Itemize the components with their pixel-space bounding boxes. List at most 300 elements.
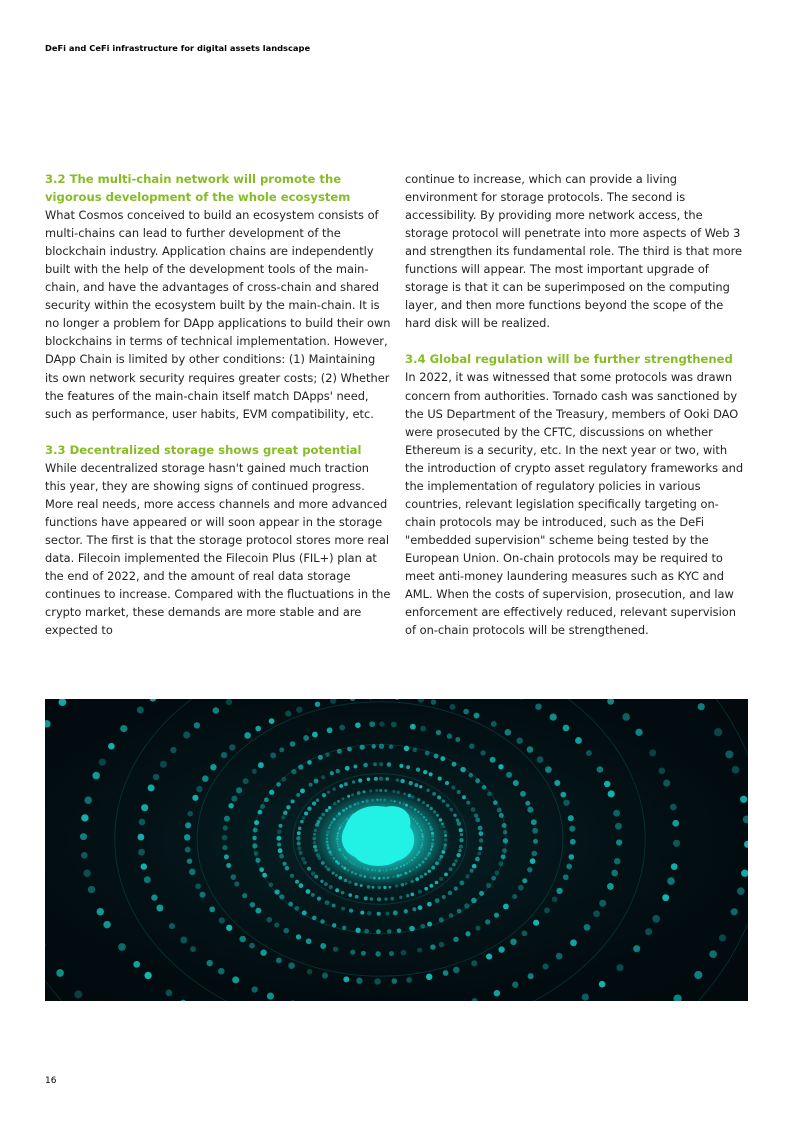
tunnel-dot xyxy=(192,795,198,801)
tunnel-dot xyxy=(81,814,88,821)
tunnel-dot xyxy=(184,834,191,841)
tunnel-dot xyxy=(288,962,295,969)
tunnel-dot xyxy=(471,807,476,812)
tunnel-illustration xyxy=(45,699,748,1001)
tunnel-dot xyxy=(195,883,201,889)
tunnel-dot xyxy=(470,869,474,873)
tunnel-dot xyxy=(445,781,449,785)
tunnel-dot xyxy=(363,763,368,768)
tunnel-dot xyxy=(438,777,442,781)
tunnel-dot xyxy=(324,882,328,886)
tunnel-dot xyxy=(569,826,575,832)
tunnel-dot xyxy=(396,778,399,781)
tunnel-dot xyxy=(622,713,630,721)
tunnel-dot xyxy=(249,943,255,949)
tunnel-dot xyxy=(303,861,307,865)
tunnel-dot xyxy=(431,699,437,705)
tunnel-dot xyxy=(410,893,414,897)
digital-tunnel-image xyxy=(45,699,748,1001)
tunnel-dot xyxy=(444,873,448,877)
tunnel-dot xyxy=(355,895,359,899)
left-column xyxy=(45,170,391,639)
tunnel-dot xyxy=(281,815,285,819)
tunnel-dot xyxy=(731,908,738,915)
tunnel-dot xyxy=(498,946,504,952)
tunnel-dot xyxy=(353,765,357,769)
tunnel-dot xyxy=(307,806,311,810)
tunnel-dot xyxy=(737,887,745,895)
tunnel-dot xyxy=(232,976,239,983)
tunnel-dot xyxy=(533,839,538,844)
tunnel-dot xyxy=(604,781,610,787)
tunnel-dot xyxy=(317,896,321,900)
tunnel-dot xyxy=(199,892,205,898)
tunnel-dot xyxy=(108,743,115,750)
tunnel-dot xyxy=(379,777,383,781)
tunnel-dot xyxy=(670,804,677,811)
tunnel-dot xyxy=(563,874,569,880)
tunnel-dot xyxy=(502,823,507,828)
tunnel-dot xyxy=(141,804,148,811)
tunnel-dot xyxy=(414,783,418,787)
tunnel-dot xyxy=(525,801,530,806)
tunnel-dot xyxy=(544,907,550,913)
tunnel-dot xyxy=(418,905,423,910)
tunnel-dot xyxy=(360,911,364,915)
tunnel-dot xyxy=(133,961,140,968)
tunnel-dot xyxy=(582,994,589,1001)
tunnel-dot xyxy=(300,788,305,793)
tunnel-dot xyxy=(196,786,203,793)
tunnel-dot xyxy=(389,951,394,956)
tunnel-dot xyxy=(185,847,191,853)
tunnel-dot xyxy=(355,722,361,728)
tunnel-dot xyxy=(229,744,235,750)
tunnel-dot xyxy=(226,863,231,868)
tunnel-dot xyxy=(209,906,215,912)
tunnel-dot xyxy=(513,780,519,786)
tunnel-dot xyxy=(276,836,281,841)
tunnel-dot xyxy=(455,737,460,742)
tunnel-dot xyxy=(226,925,232,931)
tunnel-dot xyxy=(190,946,196,952)
tunnel-dot xyxy=(478,826,483,831)
tunnel-dot xyxy=(391,722,397,728)
tunnel-dot xyxy=(450,704,456,710)
tunnel-dot xyxy=(432,792,436,796)
tunnel-dot xyxy=(435,898,440,903)
tunnel-dot xyxy=(118,943,126,951)
tunnel-dot xyxy=(556,888,562,894)
tunnel-dot xyxy=(390,897,394,901)
tunnel-dot xyxy=(426,974,432,980)
tunnel-dot xyxy=(348,893,352,897)
tunnel-dot xyxy=(321,775,325,779)
tunnel-dot xyxy=(406,977,412,983)
tunnel-dot xyxy=(429,772,433,776)
tunnel-dot xyxy=(584,924,591,931)
tunnel-dot xyxy=(307,969,312,974)
tunnel-dot xyxy=(283,811,288,816)
tunnel-dot xyxy=(459,880,464,885)
tunnel-dot xyxy=(478,846,482,850)
tunnel-dot xyxy=(593,910,600,917)
tunnel-dot xyxy=(350,950,355,955)
tunnel-dot xyxy=(435,881,439,885)
tunnel-dot xyxy=(224,854,229,859)
tunnel-dot xyxy=(399,764,403,768)
tunnel-dot xyxy=(80,833,87,840)
tunnel-dot xyxy=(224,816,230,822)
tunnel-dot xyxy=(297,846,301,850)
tunnel-dot xyxy=(457,821,461,825)
tunnel-dot xyxy=(213,707,220,714)
tunnel-dot xyxy=(207,960,213,966)
tunnel-dot xyxy=(277,843,281,847)
tunnel-dot xyxy=(454,859,458,863)
tunnel-dot xyxy=(301,857,305,861)
tunnel-dot xyxy=(160,761,167,768)
tunnel-dot xyxy=(463,709,469,715)
tunnel-dot xyxy=(277,829,282,834)
tunnel-dot xyxy=(698,703,705,710)
tunnel-dot xyxy=(599,981,606,988)
tunnel-dot xyxy=(375,951,380,956)
tunnel-dot xyxy=(343,976,349,982)
tunnel-dot xyxy=(297,841,301,845)
tunnel-dot xyxy=(84,796,92,804)
tunnel-dot xyxy=(471,960,477,966)
tunnel-dot xyxy=(667,877,675,885)
tunnel-dot xyxy=(384,897,387,900)
tunnel-dot xyxy=(442,799,445,802)
tunnel-dot xyxy=(412,907,416,911)
tunnel-dot xyxy=(563,725,570,732)
tunnel-dot xyxy=(252,836,257,841)
tunnel-dot xyxy=(228,803,234,809)
tunnel-dot xyxy=(312,801,316,805)
tunnel-dot xyxy=(325,900,330,905)
tunnel-dot xyxy=(373,762,377,766)
tunnel-dot xyxy=(732,766,740,774)
tunnel-dot xyxy=(554,780,560,786)
tunnel-dot xyxy=(645,928,652,935)
tunnel-dot xyxy=(336,769,340,773)
tunnel-dot xyxy=(377,912,381,916)
tunnel-dot xyxy=(258,762,264,768)
section-3-3-body-part2: continue to increase, which can provide a living environment for storage protocols. The second is accessibility. By providing more network access, the storage protocol will penetrate into more aspects of Web 3 and strengthen its fundamental role. The third is that more functions will appear. The most important upgrade of storage is that it can be superimposed on the computing layer, and then more functions beyond the scope of the hard disk will be realized. xyxy=(405,172,743,331)
tunnel-dot xyxy=(709,950,717,958)
tunnel-dot xyxy=(316,799,319,802)
section-3-4-body: In 2022, it was witnessed that some protocols was drawn concern from authorities. Tornado cash was sanctioned by the US Department of the Treasury, members of Ooki DAO were prosecuted by the CFTC, discussions on whether Ethereum is a security, etc. In the next year or two, with the introduction of crypto asset regulatory frameworks and the implementation of regulatory policies in various countries, relevant legislation specifically targeting on-chain protocols may be introduced, such as the DeFi "embedded supervision" scheme being tested by the European Union. On-chain protocols may be required to meet anti-money laundering measures such as KYC and AML. When the costs of supervision, prosecution, and law enforcement are effectively reduced, relevant supervision of on-chain protocols will be strengthened. xyxy=(405,370,744,638)
tunnel-dot xyxy=(420,726,426,732)
tunnel-dot xyxy=(392,978,398,984)
tunnel-dot xyxy=(663,780,670,787)
tunnel-dot xyxy=(231,874,237,880)
tunnel-dot xyxy=(430,944,436,950)
tunnel-dot xyxy=(719,934,726,941)
tunnel-dot xyxy=(234,881,239,886)
tunnel-dot xyxy=(652,915,660,923)
tunnel-dot xyxy=(332,903,336,907)
tunnel-dot xyxy=(459,838,463,842)
tunnel-dot xyxy=(379,721,384,726)
tunnel-dot xyxy=(250,902,255,907)
tunnel-dot xyxy=(306,889,311,894)
tunnel-dot xyxy=(239,936,246,943)
tunnel-dot xyxy=(550,713,557,720)
tunnel-dot xyxy=(329,885,333,889)
section-3-3-body-part1: While decentralized storage hasn't gained much traction this year, they are showing signs of continued progress. More real needs, more access channels and more advanced functions have appeared or will soon appear in the storage sector. The first is that the storage protocol stores more real data. Filecoin implemented the Filecoin Plus (FIL+) plan at the end of 2022, and the amount of real data storage continues to increase. Compared with the fluctuations in the crypto market, these demands are more stable and are expected to xyxy=(45,460,391,638)
tunnel-dot xyxy=(570,839,576,845)
tunnel-dot xyxy=(459,828,463,832)
tunnel-dot xyxy=(320,880,323,883)
tunnel-dot xyxy=(552,896,558,902)
tunnel-dot xyxy=(306,938,312,944)
tunnel-dot xyxy=(231,796,237,802)
tunnel-dot xyxy=(144,972,151,979)
tunnel-dot xyxy=(480,750,485,755)
tunnel-dot xyxy=(345,766,350,771)
tunnel-dot xyxy=(447,733,452,738)
tunnel-dot xyxy=(672,820,679,827)
tunnel-dot xyxy=(367,911,372,916)
tunnel-dot xyxy=(120,725,127,732)
section-3-4-heading: 3.4 Global regulation will be further strengthened xyxy=(405,352,733,367)
tunnel-dot xyxy=(276,957,282,963)
tunnel-dot xyxy=(462,795,466,799)
tunnel-dot xyxy=(512,982,518,988)
tunnel-dot xyxy=(341,891,345,895)
tunnel-dot xyxy=(502,848,507,853)
tunnel-dot xyxy=(296,934,301,939)
tunnel-dot xyxy=(608,790,615,797)
tunnel-dot xyxy=(419,785,422,788)
tunnel-dot xyxy=(223,825,228,830)
tunnel-dot xyxy=(725,750,733,758)
tunnel-dot xyxy=(56,969,64,977)
right-column xyxy=(405,170,749,639)
tunnel-dot xyxy=(374,777,378,781)
tunnel-dot xyxy=(374,978,381,985)
tunnel-dot xyxy=(406,765,410,769)
tunnel-dot xyxy=(255,726,261,732)
tunnel-dot xyxy=(358,778,362,782)
tunnel-dot xyxy=(522,931,528,937)
tunnel-dot xyxy=(344,782,348,786)
tunnel-dot xyxy=(522,878,527,883)
tunnel-dot xyxy=(543,963,549,969)
tunnel-dot xyxy=(393,910,398,915)
tunnel-dot xyxy=(416,768,420,772)
tunnel-dot xyxy=(304,811,308,815)
tunnel-dot xyxy=(457,790,461,794)
tunnel-dot xyxy=(504,729,511,736)
tunnel-dot xyxy=(465,874,469,878)
tunnel-dot xyxy=(156,905,163,912)
tunnel-dot xyxy=(510,939,517,946)
tunnel-dot xyxy=(474,713,480,719)
tunnel-dot xyxy=(512,894,517,899)
tunnel-dot xyxy=(443,970,449,976)
tunnel-dot xyxy=(491,721,497,727)
tunnel-dot xyxy=(453,937,458,942)
tunnel-dot xyxy=(537,756,544,763)
tunnel-dot xyxy=(560,792,566,798)
tunnel-dot xyxy=(144,876,151,883)
tunnel-dot xyxy=(315,701,321,707)
tunnel-dot xyxy=(282,862,286,866)
tunnel-dot xyxy=(516,737,522,743)
tunnel-dot xyxy=(459,845,463,849)
tunnel-dot xyxy=(400,779,404,783)
tunnel-dot xyxy=(92,772,100,780)
tunnel-dot xyxy=(320,943,326,949)
tunnel-dot xyxy=(97,908,104,915)
tunnel-dot xyxy=(148,784,155,791)
tunnel-dot xyxy=(339,784,343,788)
tunnel-dot xyxy=(532,828,538,834)
tunnel-dot xyxy=(479,838,483,842)
tunnel-dot xyxy=(429,884,433,888)
tunnel-dot xyxy=(503,830,507,834)
tunnel-dot xyxy=(303,735,309,741)
tunnel-dot xyxy=(222,835,228,841)
tunnel-dot xyxy=(88,886,95,893)
tunnel-dot xyxy=(274,922,279,927)
tunnel-dot xyxy=(260,949,266,955)
tunnel-dot xyxy=(169,923,175,929)
tunnel-dot xyxy=(454,886,458,890)
tunnel-dot xyxy=(446,803,450,807)
tunnel-dot xyxy=(370,897,373,900)
tunnel-dot xyxy=(185,822,191,828)
tunnel-dot xyxy=(453,814,456,817)
tunnel-dot xyxy=(485,919,490,924)
tunnel-dot xyxy=(614,858,620,864)
tunnel-dot xyxy=(180,937,187,944)
tunnel-dot xyxy=(418,890,422,894)
tunnel-dot xyxy=(406,894,409,897)
tunnel-dot xyxy=(81,852,88,859)
tunnel-dot xyxy=(189,869,196,876)
tunnel-dot xyxy=(439,942,444,947)
tunnel-dot xyxy=(285,711,291,717)
page-number: 16 xyxy=(45,1076,57,1086)
section-3-3-heading: 3.3 Decentralized storage shows great potential xyxy=(45,442,362,457)
tunnel-dot xyxy=(141,863,147,869)
tunnel-dot xyxy=(409,781,413,785)
tunnel-dot xyxy=(714,728,722,736)
tunnel-dot xyxy=(607,883,614,890)
tunnel-dot xyxy=(530,858,536,864)
tunnel-dot xyxy=(575,737,582,744)
tunnel-dot xyxy=(410,724,416,730)
tunnel-dot xyxy=(138,849,145,856)
tunnel-dot xyxy=(494,990,501,997)
tunnel-dot xyxy=(99,758,106,765)
tunnel-dot xyxy=(295,880,299,884)
tunnel-dot xyxy=(74,990,82,998)
tunnel-dot xyxy=(330,771,334,775)
tunnel-dot xyxy=(332,787,335,790)
tunnel-dot xyxy=(399,896,402,899)
tunnel-dot xyxy=(307,867,311,871)
tunnel-dot xyxy=(194,722,200,728)
tunnel-dot xyxy=(252,986,258,992)
tunnel-dot xyxy=(278,848,283,853)
tunnel-dot xyxy=(335,888,339,892)
tunnel-dot xyxy=(486,953,492,959)
tunnel-dot xyxy=(498,764,503,769)
tunnel-dot xyxy=(296,706,302,712)
tunnel-dot xyxy=(139,819,146,826)
tunnel-dot xyxy=(494,913,499,918)
tunnel-dot xyxy=(309,783,313,787)
tunnel-dot xyxy=(518,885,524,891)
tunnel-dot xyxy=(694,971,702,979)
tunnel-dot xyxy=(226,699,232,705)
tunnel-dot xyxy=(439,877,443,881)
tunnel-dot xyxy=(520,791,526,797)
tunnel-dot xyxy=(300,820,303,823)
tunnel-dot xyxy=(352,780,355,783)
tunnel-dot xyxy=(254,851,259,856)
tunnel-dot xyxy=(633,945,640,952)
tunnel-dot xyxy=(299,851,303,855)
tunnel-dot xyxy=(314,875,318,879)
tunnel-dot xyxy=(535,703,542,710)
tunnel-dot xyxy=(219,917,225,923)
tunnel-dot xyxy=(613,810,620,817)
tunnel-dot xyxy=(243,778,249,784)
tunnel-dot xyxy=(568,854,574,860)
tunnel-dot xyxy=(563,799,569,805)
tunnel-dot xyxy=(401,950,407,956)
tunnel-dot xyxy=(586,750,592,756)
tunnel-dot xyxy=(311,871,315,875)
tunnel-dot xyxy=(387,762,392,767)
tunnel-dot xyxy=(466,801,470,805)
tunnel-dot xyxy=(361,951,366,956)
tunnel-dot xyxy=(635,729,642,736)
tunnel-dot xyxy=(221,752,227,758)
tunnel-dot xyxy=(611,870,618,877)
tunnel-dot xyxy=(267,993,274,1000)
tunnel-dot xyxy=(458,849,462,853)
tunnel-dot xyxy=(283,928,289,934)
tunnel-dot xyxy=(302,816,305,819)
tunnel-dot xyxy=(469,743,474,748)
tunnel-dot xyxy=(333,947,338,952)
tunnel-dot xyxy=(386,912,390,916)
tunnel-dot xyxy=(187,858,193,864)
tunnel-dot xyxy=(254,820,259,825)
tunnel-dot xyxy=(658,767,665,774)
tunnel-dot xyxy=(266,917,272,923)
tunnel-dot xyxy=(404,909,408,913)
tunnel-dot xyxy=(556,953,563,960)
tunnel-dot xyxy=(369,721,375,727)
tunnel-dot xyxy=(566,863,572,869)
tunnel-dot xyxy=(740,796,747,803)
tunnel-dot xyxy=(476,926,481,931)
tunnel-dot xyxy=(170,747,176,753)
tunnel-dot xyxy=(527,867,532,872)
tunnel-dot xyxy=(451,786,455,790)
tunnel-dot xyxy=(545,766,552,773)
tunnel-dot xyxy=(279,824,283,828)
